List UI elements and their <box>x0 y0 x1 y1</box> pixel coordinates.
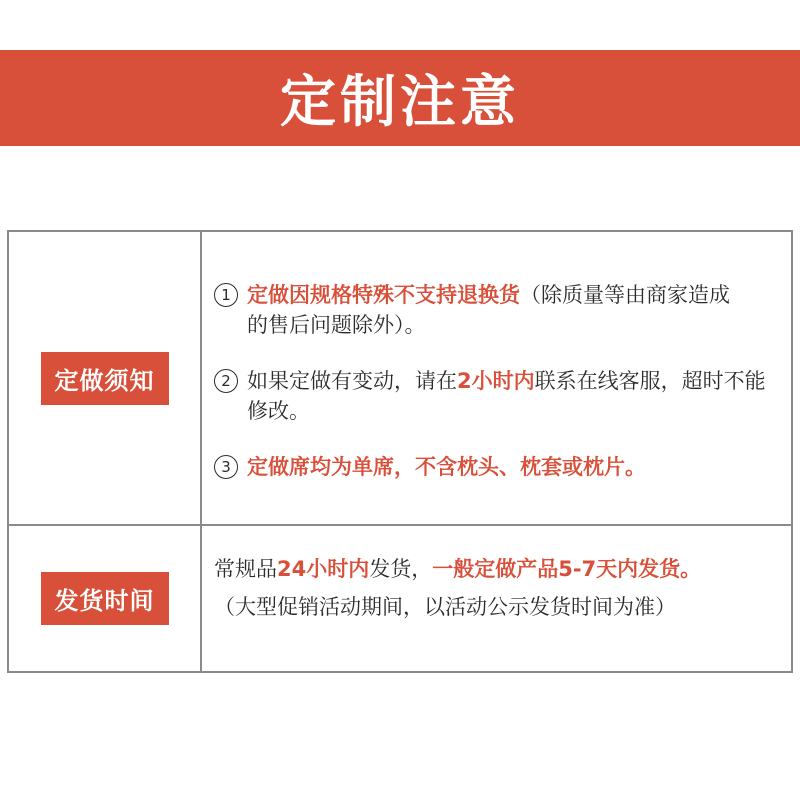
shipping-note: （大型促销活动期间，以活动公示发货时间为准） <box>214 595 676 619</box>
circled-number-1: 1 <box>214 283 238 307</box>
shipping-highlight-2: 一般定做产品5-7天内发货。 <box>432 557 702 581</box>
info-table <box>7 230 793 673</box>
notice-item-2 <box>214 366 777 426</box>
circled-number-2: 2 <box>214 369 238 393</box>
notice-item-1-highlight: 定做因规格特殊不支持退换货 <box>247 283 520 307</box>
shipping-main-line <box>214 554 777 584</box>
notice-item-3-highlight: 定做席均为单席，不含枕头、枕套或枕片。 <box>247 455 646 479</box>
notice-item-2-pre: 如果定做有变动，请在 <box>247 369 457 393</box>
shipping-pre: 常规品 <box>214 557 277 581</box>
notice-label-badge: 定做须知 <box>41 352 169 405</box>
shipping-mid: 发货， <box>369 557 433 581</box>
notice-item-2-highlight: 2小时内 <box>457 369 535 393</box>
column-divider <box>200 232 202 524</box>
notice-item-2-line2: 修改。 <box>247 399 310 423</box>
title-banner <box>0 50 800 146</box>
notice-item-1-rest: （除质量等由商家造成 <box>520 283 730 307</box>
notice-item-1 <box>214 280 777 340</box>
shipping-label-cell <box>9 526 200 671</box>
notice-label-cell <box>9 232 200 524</box>
table-row-notice <box>9 232 791 526</box>
notice-item-2-post: 联系在线客服，超时不能 <box>534 369 766 393</box>
shipping-label-badge: 发货时间 <box>41 572 169 625</box>
circled-number-3: 3 <box>214 455 238 479</box>
notice-item-1-line2: 的售后问题除外）。 <box>247 313 426 337</box>
notice-item-3 <box>214 452 777 482</box>
table-row-shipping <box>9 526 791 671</box>
shipping-highlight-1: 24小时内 <box>277 557 370 581</box>
notice-content <box>214 280 777 508</box>
column-divider <box>200 526 202 671</box>
page-title: 定制注意 <box>280 70 520 135</box>
shipping-content <box>214 554 777 622</box>
